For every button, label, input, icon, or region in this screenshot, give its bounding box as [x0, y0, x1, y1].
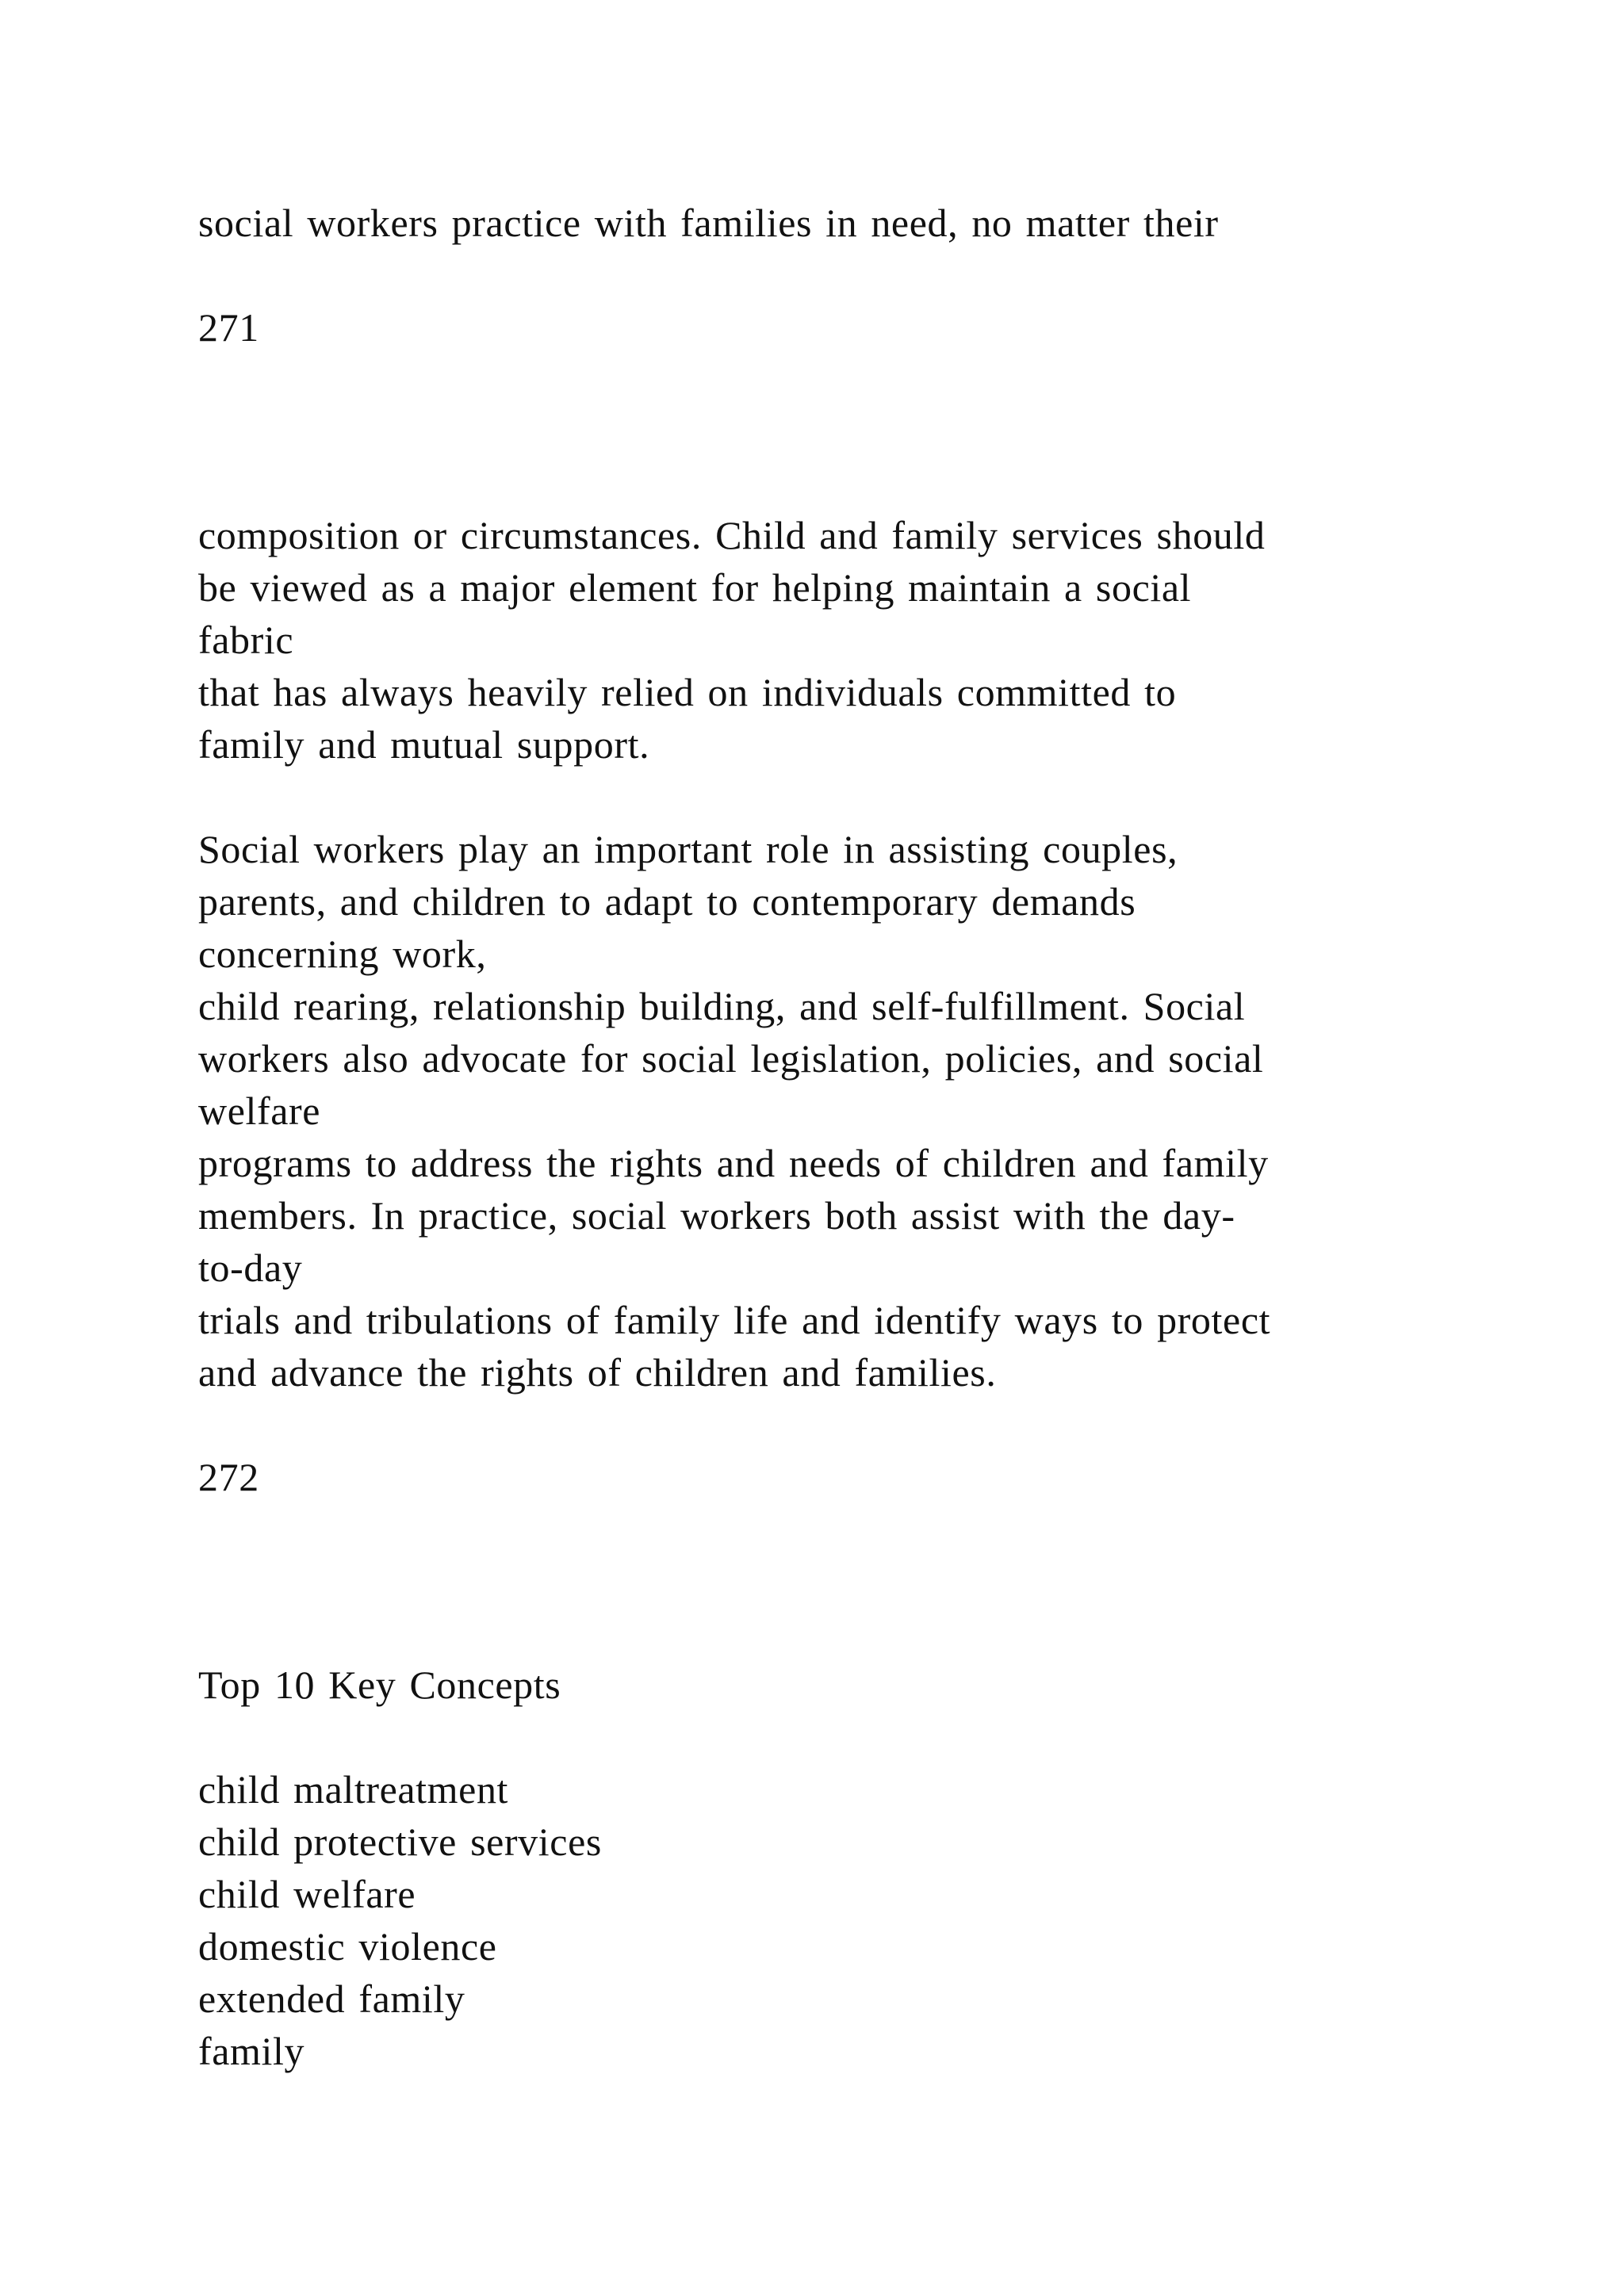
text-line: composition or circumstances. Child and family services should [198, 513, 1266, 557]
text-line: programs to address the rights and needs of children and family [198, 1141, 1269, 1185]
text-line: be viewed as a major element for helping maintain a social [198, 565, 1192, 610]
text-line: child rearing, relationship building, and self-fulfillment. Social [198, 984, 1246, 1028]
text-line: trials and tribulations of family life and identify ways to protect [198, 1298, 1271, 1342]
text-line: fabric [198, 618, 294, 662]
text-line: family and mutual support. [198, 722, 650, 767]
page-number: 271 [198, 305, 259, 350]
text-line: to-day [198, 1246, 303, 1290]
text-line: concerning work, [198, 932, 487, 976]
text-line: and advance the rights of children and families. [198, 1350, 997, 1395]
concept-item: child protective services [198, 1820, 602, 1864]
text-line: parents, and children to adapt to contemporary demands [198, 879, 1136, 924]
concept-item: domestic violence [198, 1924, 497, 1969]
text-line: social workers practice with families in need, no matter their [198, 201, 1219, 245]
section-heading: Top 10 Key Concepts [198, 1663, 561, 1707]
text-line: that has always heavily relied on individuals committed to [198, 670, 1177, 714]
concept-item: extended family [198, 1976, 465, 2021]
text-line: Social workers play an important role in assisting couples, [198, 827, 1178, 871]
concept-item: family [198, 2029, 305, 2073]
text-line: workers also advocate for social legislation, policies, and social [198, 1036, 1264, 1081]
concept-item: child welfare [198, 1872, 416, 1916]
page-number: 272 [198, 1455, 259, 1499]
concept-item: child maltreatment [198, 1767, 509, 1812]
text-line: welfare [198, 1089, 321, 1133]
text-line: members. In practice, social workers both assist with the day- [198, 1193, 1235, 1238]
